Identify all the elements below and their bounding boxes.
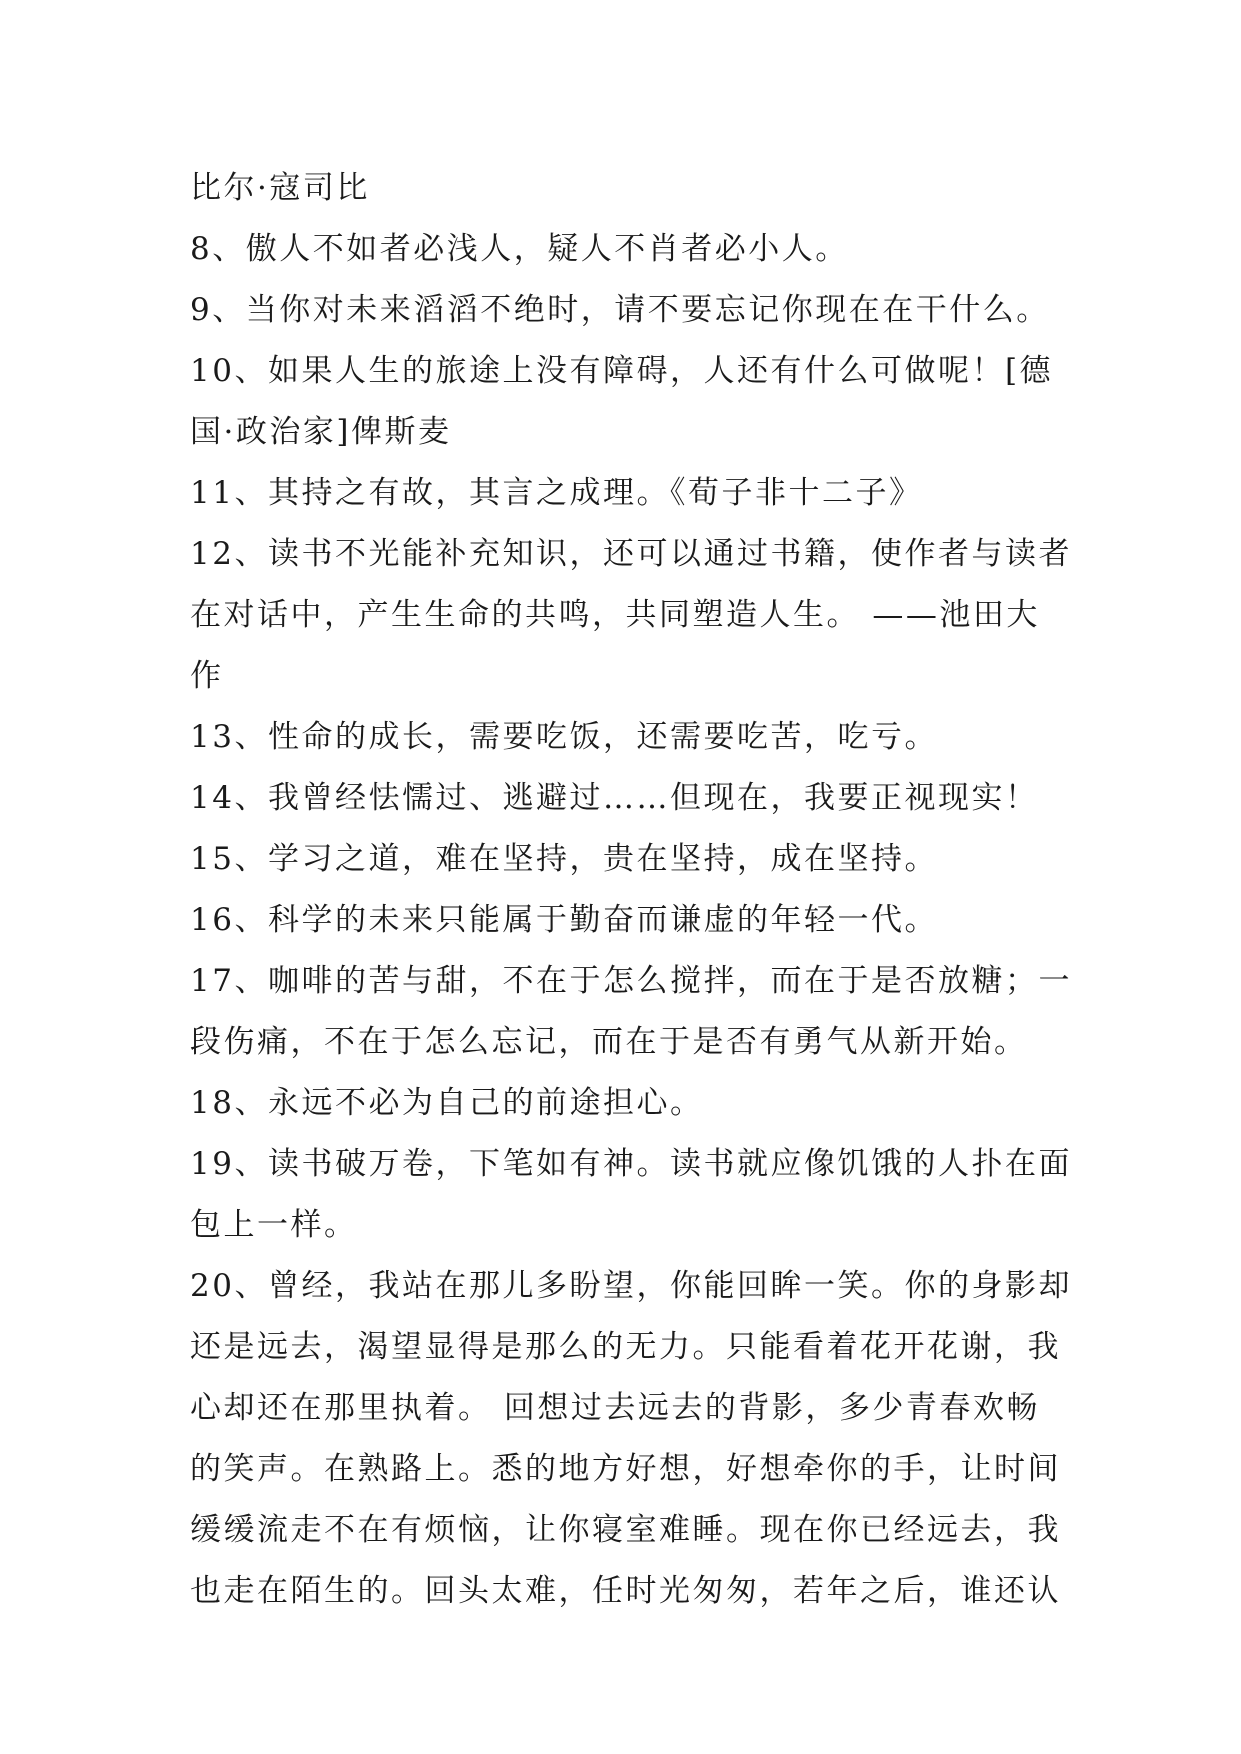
text-line-4: 10、如果人生的旅途上没有障碍，人还有什么可做呢！[德	[190, 353, 1054, 389]
text-line-22: 的笑声。在熟路上。悉的地方好想，好想牵你的手，让时间	[190, 1451, 1061, 1487]
text-line-18: 包上一样。	[190, 1207, 358, 1243]
text-line-7: 12、读书不光能补充知识，还可以通过书籍，使作者与读者	[190, 536, 1072, 572]
text-line-2: 8、傲人不如者必浅人，疑人不肖者必小人。	[190, 231, 849, 267]
text-line-19: 20、曾经，我站在那儿多盼望，你能回眸一笑。你的身影却	[190, 1268, 1072, 1304]
text-line-6: 11、其持之有故，其言之成理。《荀子非十二子》	[190, 475, 923, 511]
text-line-23: 缓缓流走不在有烦恼，让你寝室难睡。现在你已经远去，我	[190, 1512, 1061, 1548]
text-line-8: 在对话中，产生生命的共鸣，共同塑造人生。 ——池田大	[190, 597, 1040, 633]
text-line-13: 16、科学的未来只能属于勤奋而谦虚的年轻一代。	[190, 902, 938, 938]
text-line-12: 15、学习之道，难在坚持，贵在坚持，成在坚持。	[190, 841, 938, 877]
text-line-17: 19、读书破万卷，下笔如有神。读书就应像饥饿的人扑在面	[190, 1146, 1072, 1182]
text-line-24: 也走在陌生的。回头太难，任时光匆匆，若年之后，谁还认	[190, 1573, 1061, 1609]
text-line-16: 18、永远不必为自己的前途担心。	[190, 1085, 704, 1121]
text-line-10: 13、性命的成长，需要吃饭，还需要吃苦，吃亏。	[190, 719, 938, 755]
text-line-1: 比尔·寇司比	[190, 170, 370, 206]
document-text	[190, 158, 1072, 1622]
text-line-20: 还是远去，渴望显得是那么的无力。只能看着花开花谢，我	[190, 1329, 1061, 1365]
text-line-21: 心却还在那里执着。 回想过去远去的背影，多少青春欢畅	[190, 1390, 1040, 1426]
text-line-11: 14、我曾经怯懦过、逃避过……但现在，我要正视现实！	[190, 780, 1039, 816]
text-line-14: 17、咖啡的苦与甜，不在于怎么搅拌，而在于是否放糖；一	[190, 963, 1072, 999]
text-line-5: 国·政治家]俾斯麦	[190, 414, 452, 450]
text-line-9: 作	[190, 658, 224, 694]
text-line-3: 9、当你对未来滔滔不绝时，请不要忘记你现在在干什么。	[190, 292, 1050, 328]
text-line-15: 段伤痛，不在于怎么忘记，而在于是否有勇气从新开始。	[190, 1024, 1028, 1060]
